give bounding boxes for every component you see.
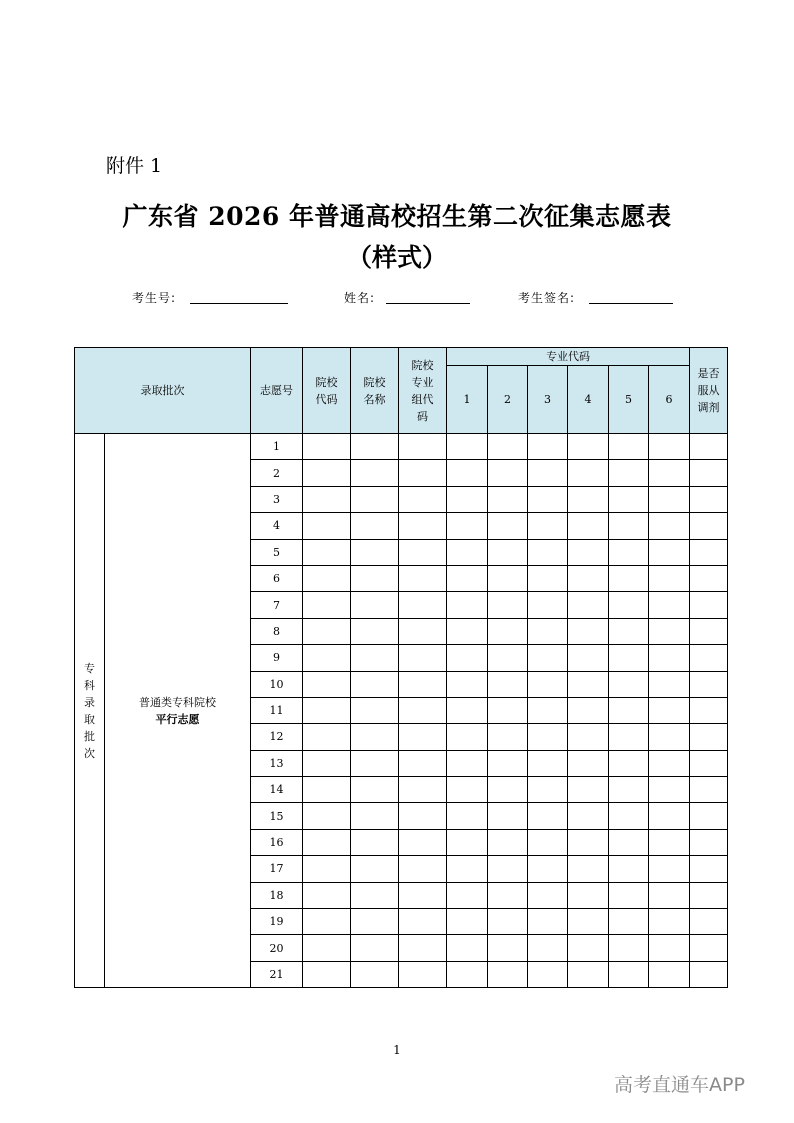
major-code-3-cell[interactable] (528, 486, 568, 512)
major-code-3-cell[interactable] (528, 460, 568, 486)
major-code-5-cell[interactable] (609, 750, 649, 776)
major-code-4-cell[interactable] (568, 671, 609, 697)
school-name-cell[interactable] (351, 618, 399, 644)
major-code-2-cell[interactable] (488, 486, 528, 512)
form-subtitle: （样式） (346, 243, 447, 272)
school-name-cell[interactable] (351, 856, 399, 882)
batch-char: 批 (84, 729, 95, 743)
choice-number: 6 (251, 565, 303, 591)
major-code-1-cell[interactable] (447, 724, 488, 750)
major-code-1-cell[interactable] (447, 618, 488, 644)
major-code-1-cell[interactable] (447, 539, 488, 565)
batch-char: 次 (84, 746, 95, 760)
category-cell (105, 434, 251, 988)
major-code-4-cell[interactable] (568, 618, 609, 644)
major-code-4-cell[interactable] (568, 592, 609, 618)
major-code-3-cell[interactable] (528, 724, 568, 750)
major-code-4-cell[interactable] (568, 803, 609, 829)
school-code-cell[interactable] (303, 645, 351, 671)
school-code-cell[interactable] (303, 935, 351, 961)
header-school-name: 院校 名称 (351, 348, 399, 434)
major-code-1-cell[interactable] (447, 645, 488, 671)
school-code-cell[interactable] (303, 486, 351, 512)
major-code-6-cell[interactable] (649, 750, 690, 776)
major-code-1-cell[interactable] (447, 592, 488, 618)
choice-number: 12 (251, 724, 303, 750)
major-code-3-cell[interactable] (528, 909, 568, 935)
major-code-4-cell[interactable] (568, 882, 609, 908)
watermark: 高考直通车APP (614, 1074, 745, 1096)
school-name-cell[interactable] (351, 803, 399, 829)
major-code-3-cell[interactable] (528, 565, 568, 591)
batch-char: 取 (84, 712, 95, 726)
school-name-cell[interactable] (351, 724, 399, 750)
choice-number: 1 (251, 434, 303, 460)
adjust-cell[interactable] (690, 565, 728, 591)
group-code-cell[interactable] (399, 697, 447, 723)
major-code-5-cell[interactable] (609, 460, 649, 486)
major-code-5-cell[interactable] (609, 856, 649, 882)
school-name-cell[interactable] (351, 882, 399, 908)
adjust-cell[interactable] (690, 724, 728, 750)
school-code-cell[interactable] (303, 697, 351, 723)
adjust-cell[interactable] (690, 803, 728, 829)
major-code-2-cell[interactable] (488, 909, 528, 935)
major-code-5-cell[interactable] (609, 935, 649, 961)
choice-number: 9 (251, 645, 303, 671)
group-code-cell[interactable] (399, 671, 447, 697)
adjust-cell[interactable] (690, 592, 728, 618)
school-name-cell[interactable] (351, 935, 399, 961)
choice-number: 11 (251, 697, 303, 723)
group-code-cell[interactable] (399, 618, 447, 644)
group-code-cell[interactable] (399, 777, 447, 803)
attachment-label: 附件 1 (106, 155, 163, 177)
adjust-cell[interactable] (690, 935, 728, 961)
major-code-3-cell[interactable] (528, 592, 568, 618)
group-code-cell[interactable] (399, 460, 447, 486)
major-code-2-cell[interactable] (488, 961, 528, 987)
adjust-cell[interactable] (690, 909, 728, 935)
major-code-3-cell[interactable] (528, 882, 568, 908)
major-code-4-cell[interactable] (568, 645, 609, 671)
adjust-cell[interactable] (690, 460, 728, 486)
major-code-4-cell[interactable] (568, 909, 609, 935)
major-code-6-cell[interactable] (649, 592, 690, 618)
major-code-5-cell[interactable] (609, 724, 649, 750)
major-code-4-cell[interactable] (568, 961, 609, 987)
category-line-1: 普通类专科院校 (139, 695, 216, 709)
major-code-5-cell[interactable] (609, 829, 649, 855)
name-field[interactable] (386, 303, 470, 304)
group-code-cell[interactable] (399, 882, 447, 908)
choice-number: 7 (251, 592, 303, 618)
major-code-4-cell[interactable] (568, 539, 609, 565)
school-code-cell[interactable] (303, 909, 351, 935)
school-code-cell[interactable] (303, 882, 351, 908)
major-code-1-cell[interactable] (447, 856, 488, 882)
header-major-2: 2 (488, 366, 528, 434)
school-code-cell[interactable] (303, 829, 351, 855)
school-name-cell[interactable] (351, 592, 399, 618)
school-name-cell[interactable] (351, 513, 399, 539)
group-code-cell[interactable] (399, 961, 447, 987)
batch-vertical-label (75, 434, 105, 988)
major-code-4-cell[interactable] (568, 565, 609, 591)
major-code-6-cell[interactable] (649, 618, 690, 644)
major-code-1-cell[interactable] (447, 434, 488, 460)
major-code-1-cell[interactable] (447, 829, 488, 855)
group-code-cell[interactable] (399, 803, 447, 829)
choice-number: 18 (251, 882, 303, 908)
school-name-cell[interactable] (351, 486, 399, 512)
major-code-6-cell[interactable] (649, 856, 690, 882)
adjust-cell[interactable] (690, 539, 728, 565)
major-code-3-cell[interactable] (528, 539, 568, 565)
major-code-2-cell[interactable] (488, 803, 528, 829)
major-code-2-cell[interactable] (488, 829, 528, 855)
school-name-cell[interactable] (351, 460, 399, 486)
major-code-2-cell[interactable] (488, 750, 528, 776)
major-code-6-cell[interactable] (649, 724, 690, 750)
major-code-3-cell[interactable] (528, 697, 568, 723)
header-adjust: 是否 服从 调剂 (690, 348, 728, 434)
group-code-cell[interactable] (399, 909, 447, 935)
school-name-cell[interactable] (351, 750, 399, 776)
major-code-4-cell[interactable] (568, 777, 609, 803)
major-code-5-cell[interactable] (609, 645, 649, 671)
major-code-2-cell[interactable] (488, 671, 528, 697)
major-code-6-cell[interactable] (649, 460, 690, 486)
school-name-cell[interactable] (351, 909, 399, 935)
major-code-5-cell[interactable] (609, 803, 649, 829)
exam-number-label: 考生号: (132, 291, 177, 305)
major-code-1-cell[interactable] (447, 935, 488, 961)
major-code-2-cell[interactable] (488, 724, 528, 750)
form-title: 广东省 2026 年普通高校招生第二次征集志愿表 (122, 202, 672, 231)
choice-number: 13 (251, 750, 303, 776)
school-code-cell[interactable] (303, 777, 351, 803)
major-code-3-cell[interactable] (528, 434, 568, 460)
group-code-cell[interactable] (399, 539, 447, 565)
school-code-cell[interactable] (303, 803, 351, 829)
school-name-cell[interactable] (351, 961, 399, 987)
major-code-5-cell[interactable] (609, 592, 649, 618)
major-code-5-cell[interactable] (609, 539, 649, 565)
major-code-4-cell[interactable] (568, 697, 609, 723)
major-code-6-cell[interactable] (649, 961, 690, 987)
major-code-2-cell[interactable] (488, 513, 528, 539)
header-major-code: 专业代码 (447, 348, 690, 366)
major-code-4-cell[interactable] (568, 486, 609, 512)
major-code-4-cell[interactable] (568, 935, 609, 961)
major-code-1-cell[interactable] (447, 513, 488, 539)
major-code-1-cell[interactable] (447, 777, 488, 803)
major-code-1-cell[interactable] (447, 750, 488, 776)
major-code-4-cell[interactable] (568, 829, 609, 855)
choice-number: 14 (251, 777, 303, 803)
group-code-cell[interactable] (399, 829, 447, 855)
adjust-cell[interactable] (690, 856, 728, 882)
choice-number: 20 (251, 935, 303, 961)
choice-number: 19 (251, 909, 303, 935)
adjust-cell[interactable] (690, 882, 728, 908)
school-name-cell[interactable] (351, 645, 399, 671)
school-code-cell[interactable] (303, 750, 351, 776)
school-code-cell[interactable] (303, 539, 351, 565)
major-code-3-cell[interactable] (528, 829, 568, 855)
signature-label: 考生签名: (518, 291, 576, 305)
school-code-cell[interactable] (303, 565, 351, 591)
major-code-5-cell[interactable] (609, 882, 649, 908)
exam-number-field[interactable] (190, 303, 288, 304)
major-code-4-cell[interactable] (568, 460, 609, 486)
header-major-1: 1 (447, 366, 488, 434)
school-code-cell[interactable] (303, 856, 351, 882)
major-code-3-cell[interactable] (528, 856, 568, 882)
major-code-2-cell[interactable] (488, 882, 528, 908)
adjust-cell[interactable] (690, 829, 728, 855)
group-code-cell[interactable] (399, 592, 447, 618)
page-number: 1 (393, 1043, 401, 1057)
major-code-3-cell[interactable] (528, 935, 568, 961)
choice-number: 21 (251, 961, 303, 987)
major-code-2-cell[interactable] (488, 539, 528, 565)
header-major-5: 5 (609, 366, 649, 434)
major-code-6-cell[interactable] (649, 513, 690, 539)
major-code-5-cell[interactable] (609, 486, 649, 512)
header-major-3: 3 (528, 366, 568, 434)
school-name-cell[interactable] (351, 434, 399, 460)
major-code-1-cell[interactable] (447, 909, 488, 935)
group-code-cell[interactable] (399, 856, 447, 882)
major-code-3-cell[interactable] (528, 645, 568, 671)
adjust-cell[interactable] (690, 645, 728, 671)
school-name-cell[interactable] (351, 539, 399, 565)
major-code-3-cell[interactable] (528, 513, 568, 539)
major-code-6-cell[interactable] (649, 829, 690, 855)
adjust-cell[interactable] (690, 434, 728, 460)
major-code-3-cell[interactable] (528, 671, 568, 697)
major-code-6-cell[interactable] (649, 697, 690, 723)
major-code-1-cell[interactable] (447, 697, 488, 723)
major-code-5-cell[interactable] (609, 961, 649, 987)
major-code-6-cell[interactable] (649, 935, 690, 961)
choice-number: 2 (251, 460, 303, 486)
major-code-3-cell[interactable] (528, 961, 568, 987)
choice-number: 8 (251, 618, 303, 644)
adjust-cell[interactable] (690, 486, 728, 512)
major-code-1-cell[interactable] (447, 803, 488, 829)
school-code-cell[interactable] (303, 724, 351, 750)
school-name-cell[interactable] (351, 671, 399, 697)
major-code-5-cell[interactable] (609, 513, 649, 539)
major-code-6-cell[interactable] (649, 777, 690, 803)
application-table (74, 347, 728, 988)
major-code-1-cell[interactable] (447, 671, 488, 697)
major-code-5-cell[interactable] (609, 565, 649, 591)
major-code-6-cell[interactable] (649, 434, 690, 460)
batch-char: 录 (84, 695, 95, 709)
major-code-5-cell[interactable] (609, 909, 649, 935)
header-major-6: 6 (649, 366, 690, 434)
school-name-cell[interactable] (351, 777, 399, 803)
major-code-6-cell[interactable] (649, 565, 690, 591)
name-label: 姓名: (344, 291, 376, 305)
school-code-cell[interactable] (303, 592, 351, 618)
adjust-cell[interactable] (690, 671, 728, 697)
major-code-5-cell[interactable] (609, 618, 649, 644)
major-code-3-cell[interactable] (528, 618, 568, 644)
header-batch: 录取批次 (75, 348, 251, 434)
school-name-cell[interactable] (351, 829, 399, 855)
major-code-5-cell[interactable] (609, 671, 649, 697)
major-code-3-cell[interactable] (528, 750, 568, 776)
group-code-cell[interactable] (399, 513, 447, 539)
major-code-4-cell[interactable] (568, 750, 609, 776)
major-code-6-cell[interactable] (649, 803, 690, 829)
school-code-cell[interactable] (303, 671, 351, 697)
group-code-cell[interactable] (399, 486, 447, 512)
adjust-cell[interactable] (690, 777, 728, 803)
major-code-1-cell[interactable] (447, 565, 488, 591)
adjust-cell[interactable] (690, 961, 728, 987)
major-code-2-cell[interactable] (488, 460, 528, 486)
major-code-2-cell[interactable] (488, 434, 528, 460)
school-code-cell[interactable] (303, 618, 351, 644)
major-code-3-cell[interactable] (528, 803, 568, 829)
header-major-4: 4 (568, 366, 609, 434)
group-code-cell[interactable] (399, 565, 447, 591)
choice-number: 17 (251, 856, 303, 882)
adjust-cell[interactable] (690, 750, 728, 776)
choice-number: 4 (251, 513, 303, 539)
major-code-6-cell[interactable] (649, 671, 690, 697)
signature-field[interactable] (589, 303, 673, 304)
batch-char: 科 (84, 678, 95, 692)
table-row (75, 434, 728, 460)
major-code-5-cell[interactable] (609, 434, 649, 460)
major-code-6-cell[interactable] (649, 645, 690, 671)
major-code-2-cell[interactable] (488, 618, 528, 644)
major-code-4-cell[interactable] (568, 724, 609, 750)
major-code-2-cell[interactable] (488, 856, 528, 882)
major-code-6-cell[interactable] (649, 909, 690, 935)
school-code-cell[interactable] (303, 460, 351, 486)
major-code-2-cell[interactable] (488, 777, 528, 803)
major-code-1-cell[interactable] (447, 882, 488, 908)
major-code-4-cell[interactable] (568, 434, 609, 460)
category-line-2: 平行志愿 (155, 712, 200, 726)
major-code-2-cell[interactable] (488, 645, 528, 671)
major-code-4-cell[interactable] (568, 513, 609, 539)
school-name-cell[interactable] (351, 565, 399, 591)
choice-number: 16 (251, 829, 303, 855)
header-school-code: 院校 代码 (303, 348, 351, 434)
school-code-cell[interactable] (303, 961, 351, 987)
adjust-cell[interactable] (690, 697, 728, 723)
major-code-2-cell[interactable] (488, 935, 528, 961)
group-code-cell[interactable] (399, 750, 447, 776)
group-code-cell[interactable] (399, 724, 447, 750)
school-code-cell[interactable] (303, 434, 351, 460)
major-code-1-cell[interactable] (447, 961, 488, 987)
major-code-1-cell[interactable] (447, 460, 488, 486)
major-code-1-cell[interactable] (447, 486, 488, 512)
major-code-6-cell[interactable] (649, 486, 690, 512)
batch-char: 专 (84, 661, 95, 675)
major-code-2-cell[interactable] (488, 697, 528, 723)
major-code-2-cell[interactable] (488, 565, 528, 591)
group-code-cell[interactable] (399, 645, 447, 671)
major-code-3-cell[interactable] (528, 777, 568, 803)
major-code-5-cell[interactable] (609, 697, 649, 723)
group-code-cell[interactable] (399, 935, 447, 961)
school-code-cell[interactable] (303, 513, 351, 539)
adjust-cell[interactable] (690, 513, 728, 539)
choice-number: 5 (251, 539, 303, 565)
adjust-cell[interactable] (690, 618, 728, 644)
group-code-cell[interactable] (399, 434, 447, 460)
major-code-2-cell[interactable] (488, 592, 528, 618)
choice-number: 15 (251, 803, 303, 829)
header-choice-no: 志愿号 (251, 348, 303, 434)
major-code-5-cell[interactable] (609, 777, 649, 803)
choice-number: 10 (251, 671, 303, 697)
major-code-4-cell[interactable] (568, 856, 609, 882)
header-group-code: 院校 专业 组代 码 (399, 348, 447, 434)
choice-number: 3 (251, 486, 303, 512)
school-name-cell[interactable] (351, 697, 399, 723)
major-code-6-cell[interactable] (649, 882, 690, 908)
major-code-6-cell[interactable] (649, 539, 690, 565)
